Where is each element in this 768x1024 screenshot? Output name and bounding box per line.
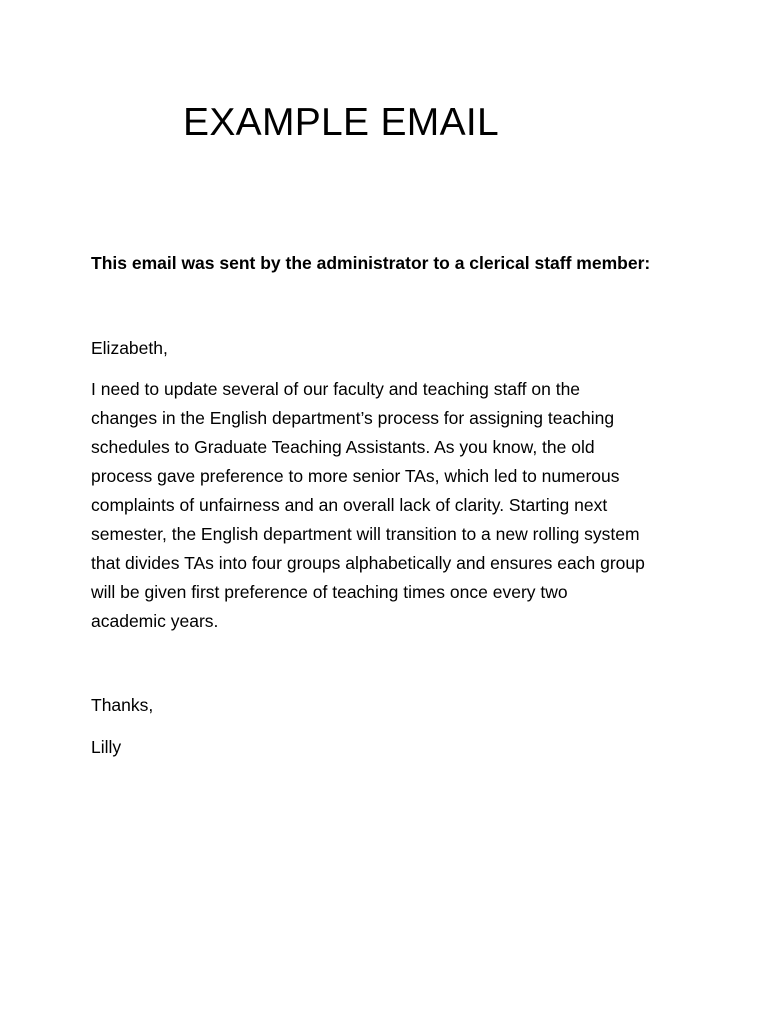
- document-title: EXAMPLE EMAIL: [183, 101, 500, 144]
- email-body-line: semester, the English department will transition to a new rolling system: [91, 524, 640, 544]
- email-body-line: process gave preference to more senior TAs, which led to numerous: [91, 466, 620, 486]
- email-body-line: academic years.: [91, 611, 219, 631]
- email-body-line: that divides TAs into four groups alphabetically and ensures each group: [91, 553, 645, 573]
- email-signature: Lilly: [91, 737, 122, 757]
- email-intro-heading: This email was sent by the administrator to a clerical staff member:: [91, 253, 651, 273]
- email-body-line: schedules to Graduate Teaching Assistants. As you know, the old: [91, 437, 595, 457]
- email-body-line: changes in the English department’s process for assigning teaching: [91, 408, 615, 428]
- email-body-line: complaints of unfairness and an overall lack of clarity. Starting next: [91, 495, 608, 515]
- email-greeting: Elizabeth,: [91, 338, 168, 358]
- email-body: [91, 375, 691, 636]
- email-body-line: I need to update several of our faculty and teaching staff on the: [91, 379, 581, 399]
- email-closing: Thanks,: [91, 695, 154, 715]
- email-body-line: will be given first preference of teaching times once every two: [91, 582, 568, 602]
